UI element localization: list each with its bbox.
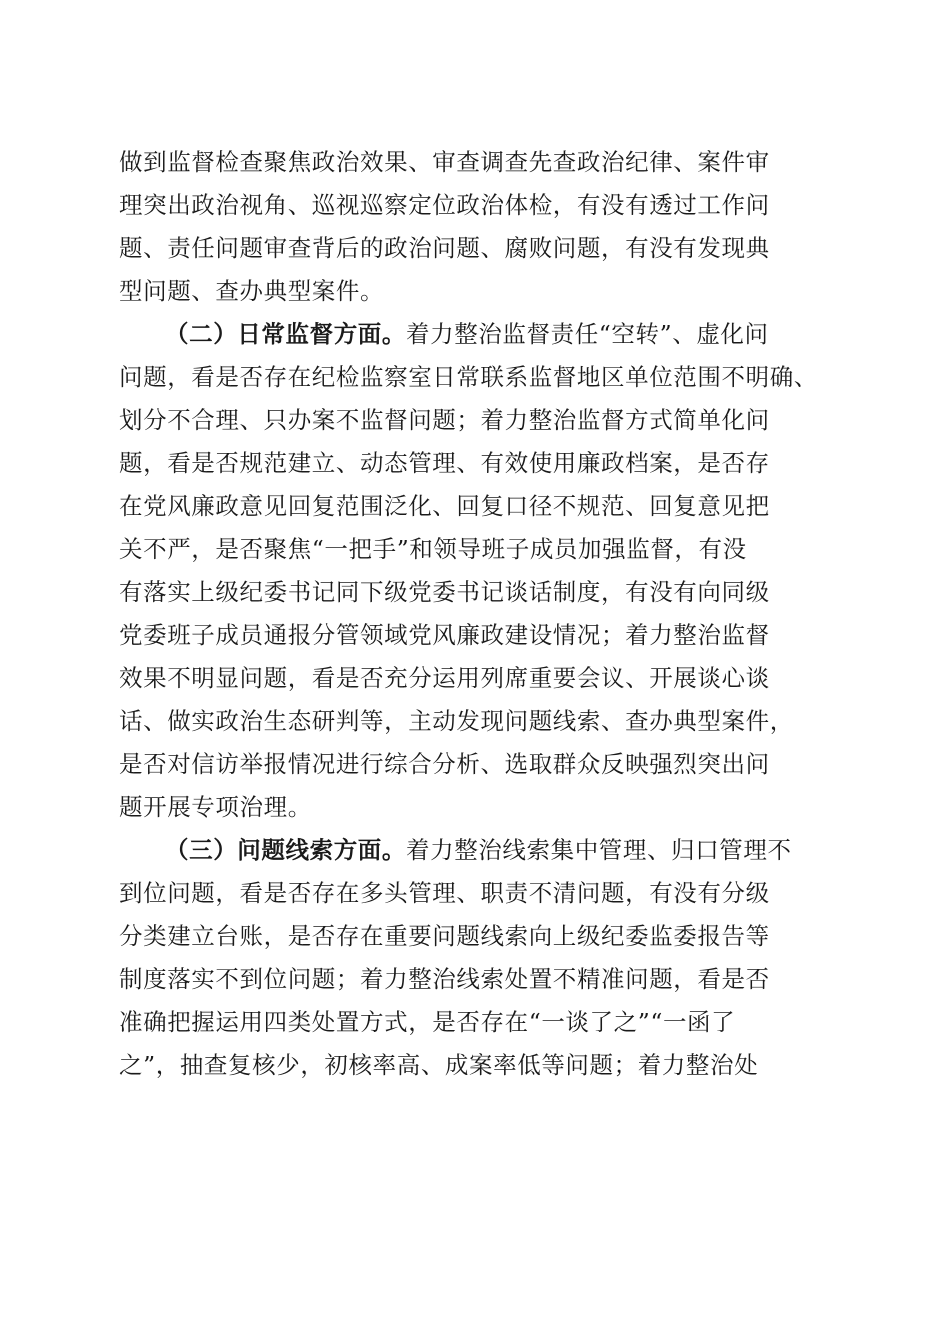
text-line: 有落实上级纪委书记同下级党委书记谈话制度，有没有向同级	[119, 578, 770, 606]
text-line: 话、做实政治生态研判等，主动发现问题线索、查办典型案件，	[119, 707, 794, 735]
text-line: 题，看是否规范建立、动态管理、有效使用廉政档案，是否存	[119, 449, 770, 477]
text-line: 是否对信访举报情况进行综合分析、选取群众反映强烈突出问	[119, 750, 770, 778]
section-2-heading: （二）日常监督方面。	[165, 320, 406, 348]
text-line: 划分不合理、只办案不监督问题；着力整治监督方式简单化问	[119, 406, 770, 434]
text-line: 制度落实不到位问题；着力整治线索处置不精准问题，看是否	[119, 965, 770, 993]
text-line: 理突出政治视角、巡视巡察定位政治体检，有没有透过工作问	[119, 191, 770, 219]
text-line: 关不严，是否聚焦“一把手”和领导班子成员加强监督，有没	[119, 535, 747, 563]
section-3-first-line	[165, 834, 885, 866]
text-line: 型问题、查办典型案件。	[119, 277, 385, 305]
text-line: 题开展专项治理。	[119, 793, 312, 821]
text-line: 准确把握运用四类处置方式，是否存在“一谈了之”“一函了	[119, 1008, 736, 1036]
text-line: 之”，抽查复核少，初核率高、成案率低等问题；着力整治处	[119, 1051, 759, 1079]
text-line: 题、责任问题审查背后的政治问题、腐败问题，有没有发现典	[119, 234, 770, 262]
text-line: 分类建立台账，是否存在重要问题线索向上级纪委监委报告等	[119, 922, 770, 950]
text-line: 到位问题，看是否存在多头管理、职责不清问题，有没有分级	[119, 879, 770, 907]
text-line: 效果不明显问题，看是否充分运用列席重要会议、开展谈心谈	[119, 664, 770, 692]
text-line: 做到监督检查聚焦政治效果、审查调查先查政治纪律、案件审	[119, 148, 770, 176]
text-line: 党委班子成员通报分管领域党风廉政建设情况；着力整治监督	[119, 621, 770, 649]
section-3-heading: （三）问题线索方面。	[165, 836, 406, 864]
section-3-lead-text: 着力整治线索集中管理、归口管理不	[406, 836, 792, 864]
text-line: 问题，看是否存在纪检监察室日常联系监督地区单位范围不明确、	[119, 363, 818, 391]
text-line: 在党风廉政意见回复范围泛化、回复口径不规范、回复意见把	[119, 492, 770, 520]
section-2-lead-text: 着力整治监督责任“空转”、虚化问	[406, 320, 769, 348]
section-2-first-line	[165, 318, 885, 350]
